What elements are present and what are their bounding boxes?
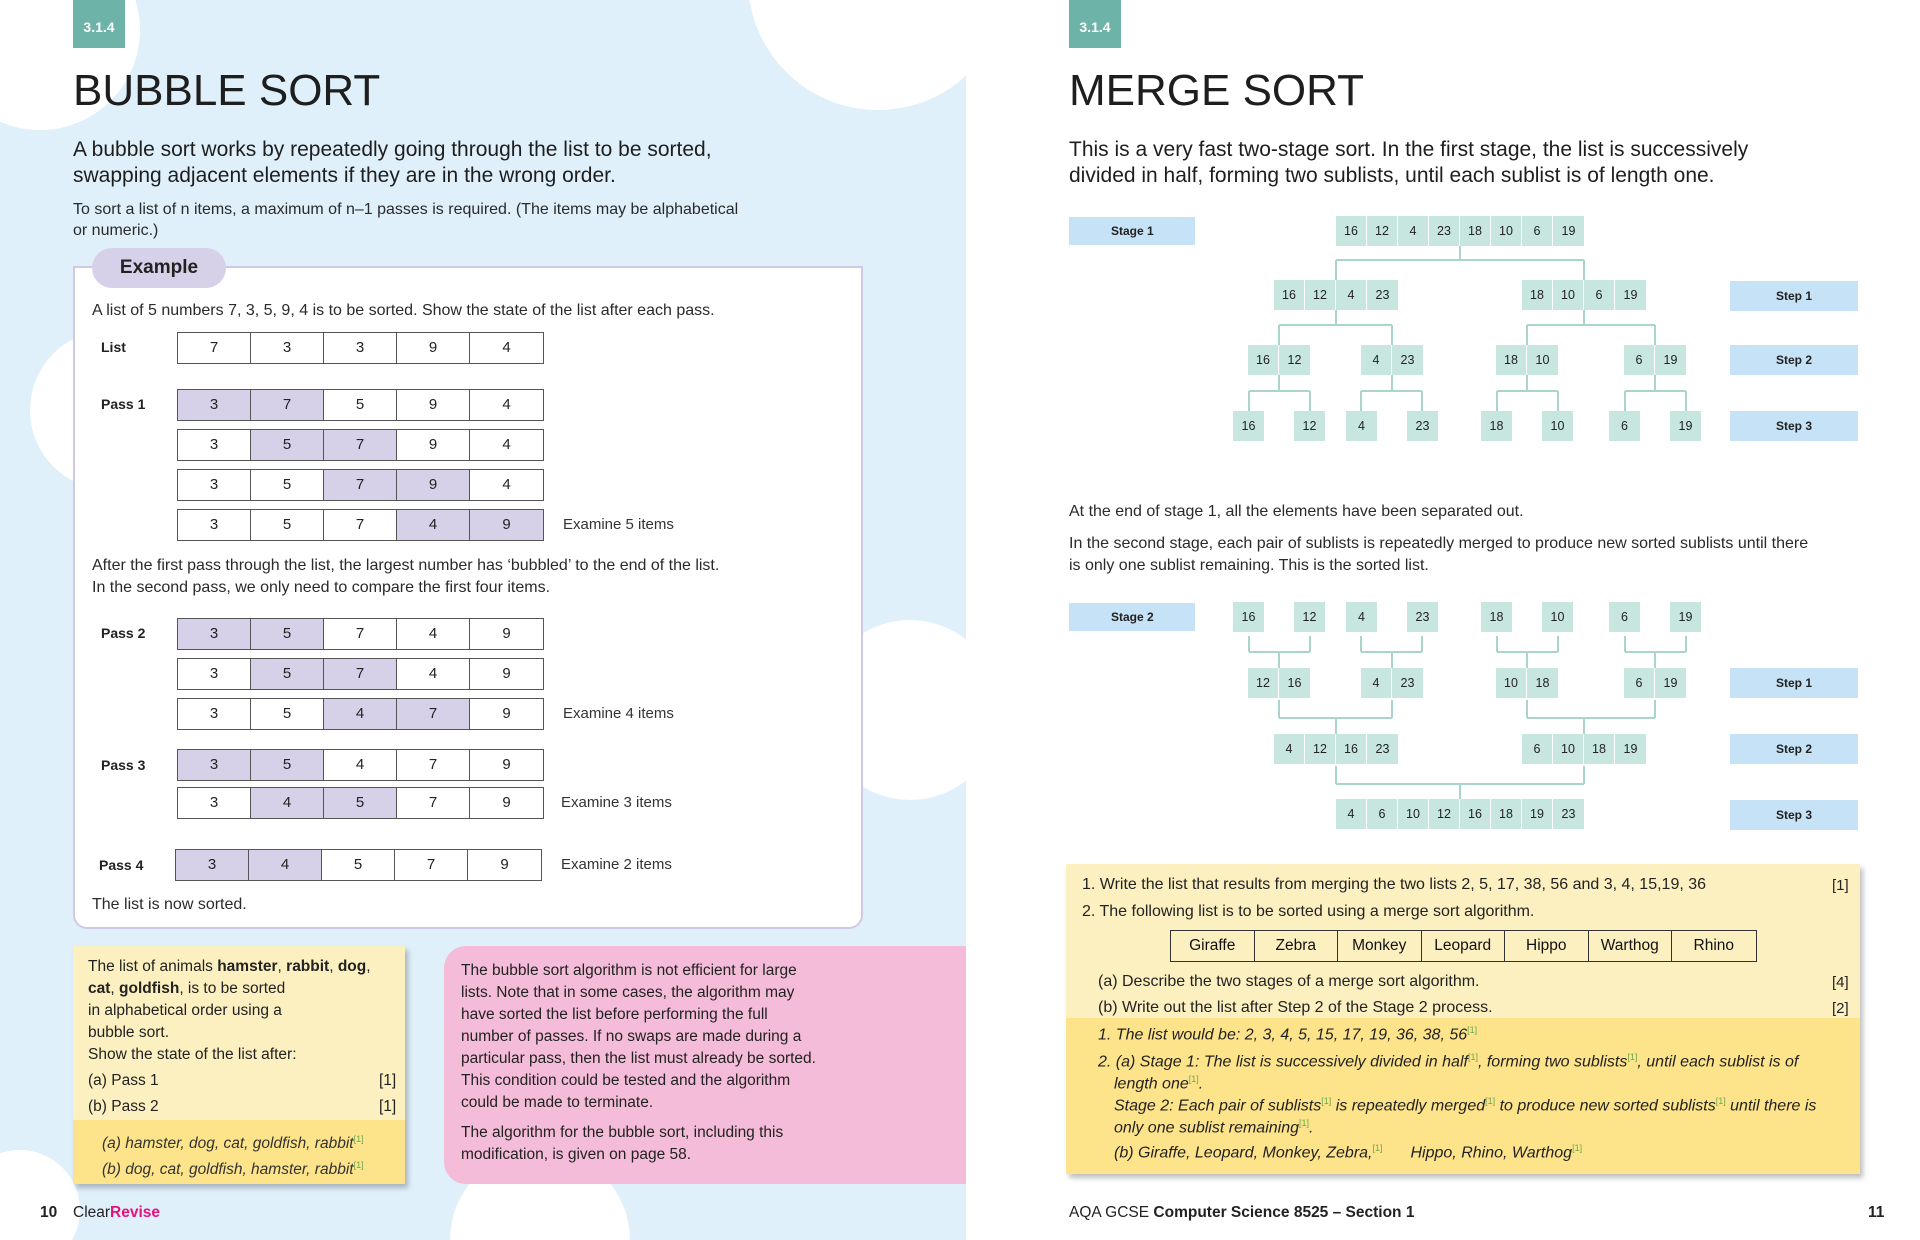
pass-cell: 4 [249, 850, 322, 880]
pass-cell: 3 [178, 788, 251, 818]
node-cell: 4 [1361, 668, 1392, 698]
merge-node [1336, 216, 1584, 246]
question-part: (a) Describe the two stages of a merge sort algorithm. [1098, 973, 1480, 990]
node-cell: 18 [1481, 602, 1512, 632]
tip-text: particular pass, then the list must already be sorted. [461, 1050, 816, 1067]
pass-cell: 7 [251, 390, 324, 420]
animal-cell: Hippo [1505, 931, 1589, 961]
pass-cell: 5 [251, 699, 324, 729]
node-cell: 12 [1305, 734, 1336, 764]
pass-cell: 9 [470, 750, 543, 780]
stage2-label: Stage 2 [1069, 603, 1195, 631]
intro-text: To sort a list of n items, a maximum of n–1 passes is required. (The items may be alphabetical [73, 201, 739, 218]
node-cell: 6 [1624, 668, 1655, 698]
node-cell: 12 [1305, 280, 1336, 310]
pass-cell: 4 [470, 430, 543, 460]
page-title: MERGE SORT [1069, 66, 1365, 115]
intro-text: or numeric.) [73, 222, 159, 239]
pass-cell: 7 [324, 619, 397, 649]
tip-text: number of passes. If no swaps are made during a [461, 1028, 802, 1045]
pass-cell: 3 [178, 619, 251, 649]
list-cell: 9 [397, 333, 470, 363]
pass-cell: 3 [178, 750, 251, 780]
body-text: In the second stage, each pair of sublists is repeatedly merged to produce new sorted sublists until there [1069, 535, 1809, 552]
question-box [1066, 864, 1860, 1174]
merge-node [1346, 411, 1377, 441]
pass-cell: 4 [324, 699, 397, 729]
pass-cell: 7 [397, 699, 470, 729]
question-mark: [1] [1832, 877, 1849, 894]
merge-node [1481, 602, 1512, 632]
merge-node [1294, 602, 1325, 632]
node-cell: 18 [1481, 411, 1512, 441]
node-cell: 19 [1670, 602, 1701, 632]
pass-cell: 5 [322, 850, 395, 880]
body-text: is only one sublist remaining. This is the sorted list. [1069, 557, 1429, 574]
list-cell: 3 [324, 333, 397, 363]
merge-node [1624, 668, 1686, 698]
pass-cell: 5 [251, 750, 324, 780]
merge-node [1361, 345, 1423, 375]
node-cell: 16 [1336, 734, 1367, 764]
pass-cell: 7 [324, 659, 397, 689]
merge-node [1522, 280, 1646, 310]
lead-line: This is a very fast two-stage sort. In the first stage, the list is successively [1069, 138, 1749, 161]
pass-cell: 5 [251, 659, 324, 689]
pass-cell: 9 [468, 850, 541, 880]
example-text: After the first pass through the list, the largest number has ‘bubbled’ to the end of the list. [92, 557, 720, 574]
merge-node [1336, 799, 1584, 829]
node-cell: 10 [1542, 602, 1573, 632]
tip-text: This condition could be tested and the algorithm [461, 1072, 791, 1089]
pass-cell: 3 [178, 470, 251, 500]
node-cell: 23 [1392, 668, 1423, 698]
lead-line: divided in half, forming two sublists, until each sublist is of length one. [1069, 164, 1715, 187]
node-cell: 16 [1233, 411, 1264, 441]
merge-node [1294, 411, 1325, 441]
question-text: Show the state of the list after: [88, 1046, 297, 1063]
node-cell: 4 [1398, 216, 1429, 246]
step1-label: Step 1 [1730, 281, 1858, 311]
node-cell: 19 [1655, 345, 1686, 375]
question-text: 1. Write the list that results from merging the two lists 2, 5, 17, 38, 56 and 3, 4, 15,19, 36 [1082, 876, 1707, 893]
pass-cell: 3 [178, 699, 251, 729]
pass-cell: 4 [397, 659, 470, 689]
node-cell: 10 [1553, 280, 1584, 310]
pass-cell: 3 [178, 430, 251, 460]
node-cell: 19 [1553, 216, 1584, 246]
question-text: cat, goldfish, is to be sorted [88, 980, 286, 997]
list-cell: 7 [178, 333, 251, 363]
question-text: The list of animals hamster, rabbit, dog, [88, 958, 371, 975]
node-cell: 18 [1491, 799, 1522, 829]
lead-line: A bubble sort works by repeatedly going through the list to be sorted, [73, 138, 712, 161]
pass-cell: 5 [324, 788, 397, 818]
pass-cell: 4 [251, 788, 324, 818]
merge-node [1407, 602, 1438, 632]
pass4-label: Pass 4 [99, 857, 144, 873]
node-cell: 23 [1392, 345, 1423, 375]
merge-node [1542, 602, 1573, 632]
node-cell: 6 [1584, 280, 1615, 310]
merge-node [1346, 602, 1377, 632]
merge-node [1522, 734, 1646, 764]
answer-text: only one sublist remaining[1]. [1114, 1118, 1314, 1137]
tip-text: The algorithm for the bubble sort, including this [461, 1124, 784, 1141]
pass-cell: 5 [251, 430, 324, 460]
question-text: in alphabetical order using a [88, 1002, 282, 1019]
pass-cell: 4 [470, 390, 543, 420]
merge-node [1407, 411, 1438, 441]
example-tab: Example [92, 248, 226, 288]
node-cell: 23 [1367, 280, 1398, 310]
tip-text: have sorted the list before performing the full [461, 1006, 768, 1023]
question-text: 2. The following list is to be sorted using a merge sort algorithm. [1082, 903, 1535, 920]
merge-node [1624, 345, 1686, 375]
section-badge: 3.1.4 [73, 0, 125, 48]
answer-text: (b) dog, cat, goldfish, hamster, rabbit[1] [102, 1160, 364, 1179]
node-cell: 16 [1274, 280, 1305, 310]
pass-note: Examine 4 items [563, 705, 674, 722]
pass-cell: 3 [178, 390, 251, 420]
merge-node [1542, 411, 1573, 441]
pass-cell: 5 [251, 470, 324, 500]
example-intro: A list of 5 numbers 7, 3, 5, 9, 4 is to be sorted. Show the state of the list after each pass. [92, 302, 715, 319]
node-cell: 16 [1279, 668, 1310, 698]
page-number: 10 [40, 1204, 58, 1221]
pass3-label: Pass 3 [101, 757, 146, 773]
node-cell: 6 [1522, 216, 1553, 246]
node-cell: 10 [1496, 668, 1527, 698]
pass-cell: 3 [178, 510, 251, 540]
pass-cell: 9 [397, 390, 470, 420]
tip-text: modification, is given on page 58. [461, 1146, 692, 1163]
merge-node [1609, 602, 1640, 632]
question-part: (b) Pass 2 [88, 1098, 159, 1115]
lead-line: swapping adjacent elements if they are in the wrong order. [73, 164, 616, 187]
node-cell: 18 [1522, 280, 1553, 310]
pass-cell: 7 [324, 470, 397, 500]
animal-cell: Rhino [1693, 937, 1734, 954]
merge-node [1670, 411, 1701, 441]
node-cell: 4 [1274, 734, 1305, 764]
node-cell: 6 [1609, 602, 1640, 632]
node-cell: 23 [1407, 602, 1438, 632]
pass-cell: 7 [324, 510, 397, 540]
node-cell: 6 [1624, 345, 1655, 375]
node-cell: 4 [1346, 411, 1377, 441]
pass-cell: 9 [470, 510, 543, 540]
pass-cell: 9 [470, 659, 543, 689]
node-cell: 10 [1542, 411, 1573, 441]
pass-cell: 3 [176, 850, 249, 880]
node-cell: 4 [1346, 602, 1377, 632]
pass-cell: 7 [397, 788, 470, 818]
animal-cell: Monkey [1338, 931, 1422, 961]
pass-cell: 7 [324, 430, 397, 460]
node-cell: 19 [1655, 668, 1686, 698]
pass-note: Examine 2 items [561, 856, 672, 873]
node-cell: 18 [1527, 668, 1558, 698]
node-cell: 16 [1460, 799, 1491, 829]
stage1-label: Stage 1 [1069, 217, 1195, 245]
answer-text: (a) hamster, dog, cat, goldfish, rabbit[1] [102, 1134, 364, 1153]
node-cell: 10 [1491, 216, 1522, 246]
step2-label: Step 2 [1730, 734, 1858, 764]
node-cell: 18 [1496, 345, 1527, 375]
merge-node [1274, 734, 1398, 764]
pass-cell: 4 [397, 510, 470, 540]
pass-cell: 3 [178, 659, 251, 689]
question-part: (a) Pass 1 [88, 1072, 159, 1089]
node-cell: 23 [1553, 799, 1584, 829]
answer-text: (b) Giraffe, Leopard, Monkey, Zebra,[1] Hippo, Rhino, Warthog[1] [1114, 1143, 1583, 1162]
merge-node [1248, 345, 1310, 375]
question-mark: [2] [1832, 1000, 1849, 1017]
node-cell: 12 [1279, 345, 1310, 375]
node-cell: 4 [1336, 799, 1367, 829]
merge-node [1670, 602, 1701, 632]
tip-text: lists. Note that in some cases, the algorithm may [461, 984, 795, 1001]
node-cell: 18 [1584, 734, 1615, 764]
node-cell: 23 [1367, 734, 1398, 764]
pass-cell: 9 [397, 470, 470, 500]
node-cell: 12 [1429, 799, 1460, 829]
node-cell: 10 [1553, 734, 1584, 764]
node-cell: 19 [1670, 411, 1701, 441]
merge-node [1274, 280, 1398, 310]
list-label: List [101, 339, 126, 355]
answer-text: Stage 2: Each pair of sublists[1] is repeatedly merged[1] to produce new sorted sublists[1] until there is [1114, 1096, 1817, 1115]
question-text: bubble sort. [88, 1024, 169, 1041]
node-cell: 4 [1336, 280, 1367, 310]
node-cell: 10 [1398, 799, 1429, 829]
node-cell: 23 [1429, 216, 1460, 246]
pass1-label: Pass 1 [101, 396, 146, 412]
answer-text: 2. (a) Stage 1: The list is successively divided in half[1], forming two sublists[1], until each sublist is of [1098, 1052, 1799, 1071]
merge-node [1496, 345, 1558, 375]
pass2-label: Pass 2 [101, 625, 146, 641]
animal-cell: Leopard [1422, 931, 1506, 961]
node-cell: 10 [1527, 345, 1558, 375]
pass-note: Examine 5 items [563, 516, 674, 533]
tip-text: could be made to terminate. [461, 1094, 654, 1111]
node-cell: 16 [1336, 216, 1367, 246]
answer-area [1066, 1018, 1860, 1174]
answer-text: length one[1]. [1114, 1074, 1204, 1093]
pass-cell: 4 [324, 750, 397, 780]
pass-cell: 9 [470, 699, 543, 729]
node-cell: 4 [1361, 345, 1392, 375]
node-cell: 12 [1294, 602, 1325, 632]
merge-node [1248, 668, 1310, 698]
question-mark: [1] [379, 1072, 397, 1089]
node-cell: 18 [1460, 216, 1491, 246]
pass-cell: 9 [470, 619, 543, 649]
node-cell: 6 [1609, 411, 1640, 441]
step3-label: Step 3 [1730, 411, 1858, 441]
animal-cell: Warthog [1589, 931, 1673, 961]
animal-cell: Giraffe [1171, 931, 1255, 961]
step2-label: Step 2 [1730, 345, 1858, 375]
tip-text: The bubble sort algorithm is not efficient for large [461, 962, 797, 979]
node-cell: 6 [1367, 799, 1398, 829]
node-cell: 6 [1522, 734, 1553, 764]
merge-node [1233, 411, 1264, 441]
pass-cell: 5 [251, 510, 324, 540]
list-cell: 3 [251, 333, 324, 363]
question-part: (b) Write out the list after Step 2 of the Stage 2 process. [1098, 999, 1493, 1016]
node-cell: 16 [1248, 345, 1279, 375]
page-title: BUBBLE SORT [73, 66, 381, 115]
pass-note: Examine 3 items [561, 794, 672, 811]
pass-cell: 9 [397, 430, 470, 460]
node-cell: 23 [1407, 411, 1438, 441]
step3-label: Step 3 [1730, 800, 1858, 830]
pass-cell: 7 [395, 850, 468, 880]
pass-cell: 9 [470, 788, 543, 818]
question-mark: [4] [1832, 974, 1849, 991]
brand-logo: ClearRevise [73, 1204, 161, 1221]
page-number: 11 [1868, 1204, 1885, 1221]
section-badge: 3.1.4 [1069, 0, 1121, 48]
question-mark: [1] [379, 1098, 397, 1115]
merge-node [1496, 668, 1558, 698]
merge-node [1481, 411, 1512, 441]
pass-cell: 4 [397, 619, 470, 649]
node-cell: 12 [1294, 411, 1325, 441]
pass-cell: 5 [251, 619, 324, 649]
merge-node [1233, 602, 1264, 632]
pass-cell: 7 [397, 750, 470, 780]
node-cell: 12 [1248, 668, 1279, 698]
list-cell: 4 [470, 333, 543, 363]
example-conclusion: The list is now sorted. [92, 896, 247, 913]
pass-cell: 5 [324, 390, 397, 420]
merge-node [1361, 668, 1423, 698]
node-cell: 16 [1233, 602, 1264, 632]
merge-node [1609, 411, 1640, 441]
animal-list [1170, 930, 1757, 962]
body-text: At the end of stage 1, all the elements have been separated out. [1069, 503, 1524, 520]
node-cell: 19 [1615, 280, 1646, 310]
footer-text: AQA GCSE Computer Science 8525 – Section 1 [1069, 1204, 1415, 1221]
answer-text: 1. The list would be: 2, 3, 4, 5, 15, 17, 19, 36, 38, 56[1] [1098, 1025, 1478, 1044]
step1-label: Step 1 [1730, 668, 1858, 698]
node-cell: 12 [1367, 216, 1398, 246]
pass-cell: 4 [470, 470, 543, 500]
node-cell: 19 [1615, 734, 1646, 764]
animal-cell: Zebra [1255, 931, 1339, 961]
example-text: In the second pass, we only need to compare the first four items. [92, 579, 551, 596]
node-cell: 19 [1522, 799, 1553, 829]
